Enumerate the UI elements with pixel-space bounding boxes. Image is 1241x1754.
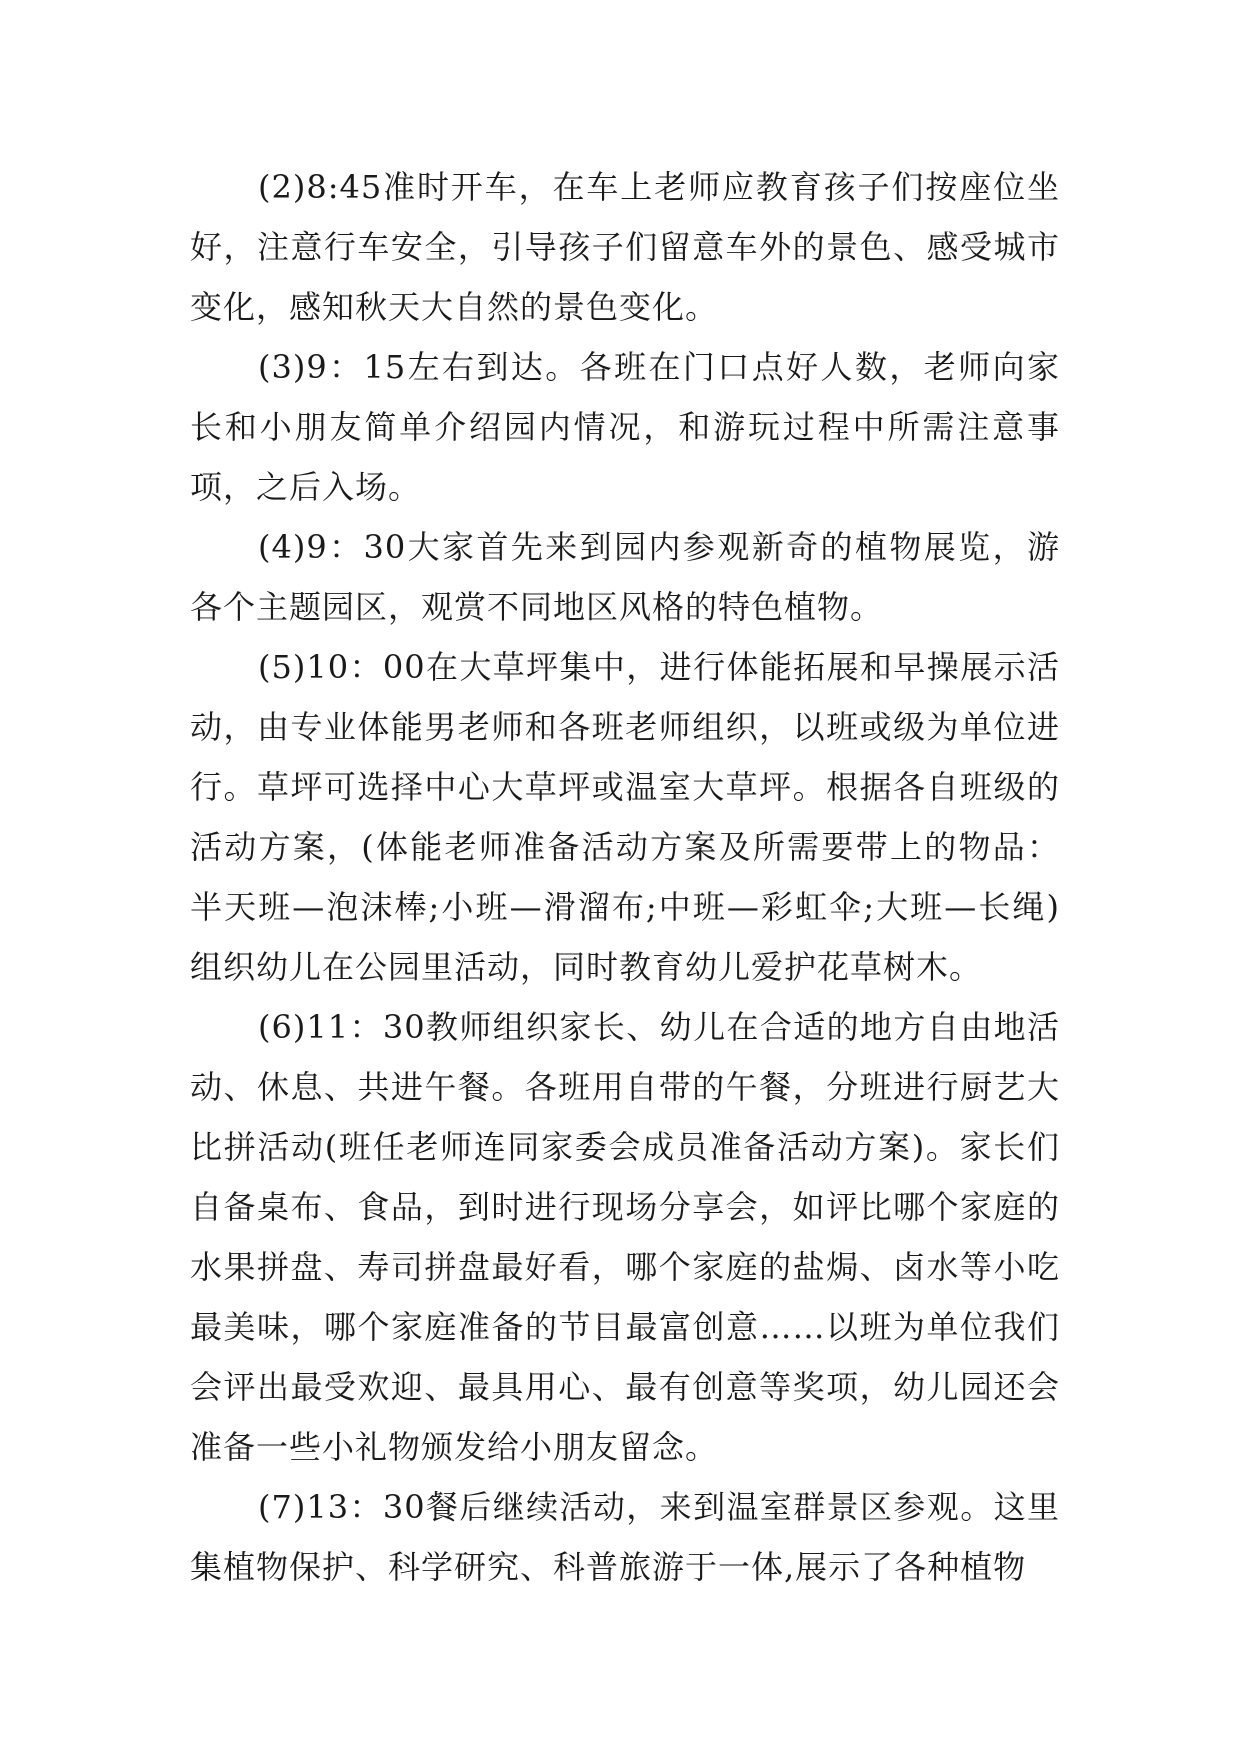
paragraph-plant-exhibition: (4)9：30大家首先来到园内参观新奇的植物展览，游各个主题园区，观赏不同地区风格的特色植物。 — [190, 528, 1060, 626]
paragraph-arrival: (3)9：15左右到达。各班在门口点好人数，老师向家长和小朋友简单介绍园内情况，和游玩过程中所需注意事项，之后入场。 — [190, 348, 1060, 506]
paragraph-departure: (2)8:45准时开车，在车上老师应教育孩子们按座位坐好，注意行车安全，引导孩子们留意车外的景色、感受城市变化，感知秋天大自然的景色变化。 — [190, 168, 1060, 326]
paragraph-greenhouse: (7)13：30餐后继续活动，来到温室群景区参观。这里集植物保护、科学研究、科普旅游于一体,展示了各种植物 — [190, 1488, 1060, 1586]
document-body — [190, 157, 1060, 1597]
paragraph-lawn-activities: (5)10：00在大草坪集中，进行体能拓展和早操展示活动，由专业体能男老师和各班老师组织，以班或级为单位进行。草坪可选择中心大草坪或温室大草坪。根据各自班级的活动方案，(体能老师准备活动方案及所需要带上的物品：半天班—泡沫棒;小班—滑溜布;中班—彩虹伞;大班—长绳)组织幼儿在公园里活动，同时教育幼儿爱护花草树木。 — [190, 648, 1060, 986]
paragraph-lunch: (6)11：30教师组织家长、幼儿在合适的地方自由地活动、休息、共进午餐。各班用自带的午餐，分班进行厨艺大比拼活动(班任老师连同家委会成员准备活动方案)。家长们自备桌布、食品，到时进行现场分享会，如评比哪个家庭的水果拼盘、寿司拼盘最好看，哪个家庭的盐焗、卤水等小吃最美味，哪个家庭准备的节目最富创意……以班为单位我们会评出最受欢迎、最具用心、最有创意等奖项，幼儿园还会准备一些小礼物颁发给小朋友留念。 — [190, 1008, 1060, 1466]
